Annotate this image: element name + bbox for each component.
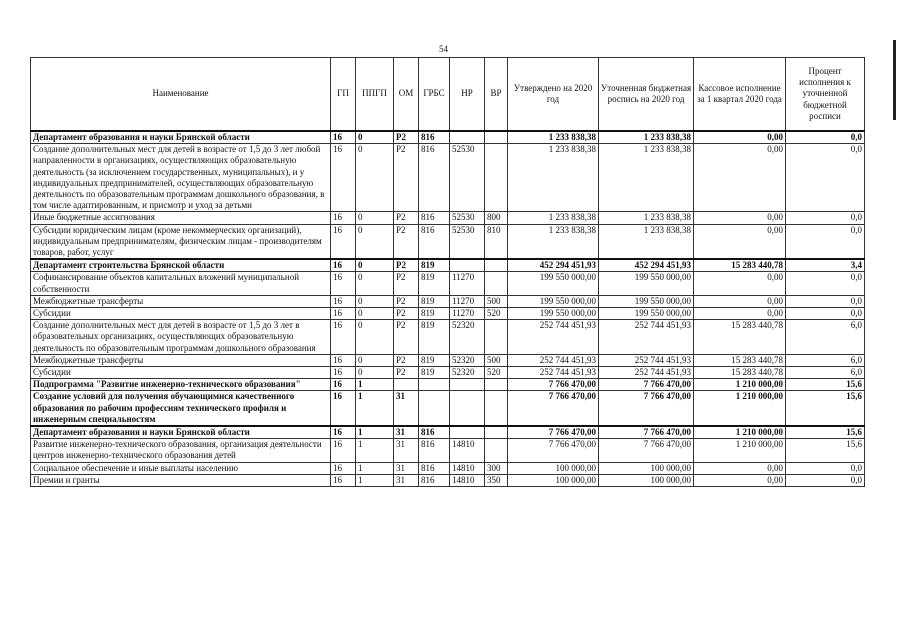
cell-gp: 16	[331, 426, 356, 439]
cell-name: Межбюджетные трансферты	[31, 354, 331, 366]
cell-approved: 199 550 000,00	[508, 272, 599, 295]
cell-np	[450, 426, 485, 439]
cell-np: 52320	[450, 354, 485, 366]
cell-refined: 252 744 451,93	[599, 320, 694, 355]
cell-grbs: 819	[419, 320, 450, 355]
cell-refined: 252 744 451,93	[599, 367, 694, 379]
cell-grbs: 816	[419, 474, 450, 486]
cell-approved: 252 744 451,93	[508, 354, 599, 366]
cell-gp: 16	[331, 391, 356, 426]
table-row	[31, 212, 865, 224]
cell-approved: 252 744 451,93	[508, 320, 599, 355]
cell-ppgp: 0	[356, 308, 394, 320]
cell-cash: 15 283 440,78	[694, 367, 786, 379]
cell-gp: 16	[331, 272, 356, 295]
cell-grbs: 819	[419, 308, 450, 320]
cell-approved: 7 766 470,00	[508, 391, 599, 426]
col-header-refined: Уточненная бюджетная роспись на 2020 год	[599, 58, 694, 132]
cell-vr: 810	[485, 224, 508, 259]
cell-percent: 3,4	[786, 259, 865, 272]
col-header-vr: ВР	[485, 58, 508, 132]
cell-gp: 16	[331, 439, 356, 462]
col-header-gp: ГП	[331, 58, 356, 132]
cell-cash: 0,00	[694, 131, 786, 144]
table-header-row	[31, 58, 865, 132]
cell-gp: 16	[331, 224, 356, 259]
table-row	[31, 259, 865, 272]
cell-grbs: 816	[419, 426, 450, 439]
table-row	[31, 131, 865, 144]
cell-ppgp: 1	[356, 391, 394, 426]
cell-cash: 0,00	[694, 212, 786, 224]
cell-grbs: 819	[419, 295, 450, 307]
cell-approved: 7 766 470,00	[508, 379, 599, 391]
cell-cash: 1 210 000,00	[694, 391, 786, 426]
cell-grbs: 816	[419, 144, 450, 212]
cell-refined: 199 550 000,00	[599, 308, 694, 320]
cell-percent: 0,0	[786, 308, 865, 320]
cell-name: Премии и гранты	[31, 474, 331, 486]
cell-refined: 100 000,00	[599, 474, 694, 486]
col-header-name: Наименование	[31, 58, 331, 132]
cell-approved: 199 550 000,00	[508, 295, 599, 307]
table-row	[31, 308, 865, 320]
cell-name: Софинансирование объектов капитальных вложений муниципальной собственности	[31, 272, 331, 295]
cell-name: Субсидии	[31, 367, 331, 379]
cell-refined: 1 233 838,38	[599, 212, 694, 224]
cell-ppgp: 0	[356, 212, 394, 224]
cell-gp: 16	[331, 308, 356, 320]
cell-refined: 252 744 451,93	[599, 354, 694, 366]
cell-np	[450, 391, 485, 426]
cell-np: 11270	[450, 308, 485, 320]
cell-cash: 0,00	[694, 224, 786, 259]
cell-grbs: 819	[419, 259, 450, 272]
cell-refined: 199 550 000,00	[599, 272, 694, 295]
cell-approved: 7 766 470,00	[508, 426, 599, 439]
cell-cash: 1 210 000,00	[694, 439, 786, 462]
table-row	[31, 367, 865, 379]
table-row	[31, 320, 865, 355]
cell-name: Создание условий для получения обучающимися качественного образования по рабочим профессиям технического профиля и инженерным специальностям	[31, 391, 331, 426]
cell-np	[450, 131, 485, 144]
cell-gp: 16	[331, 462, 356, 474]
cell-grbs: 816	[419, 439, 450, 462]
cell-np: 14810	[450, 462, 485, 474]
cell-refined: 1 233 838,38	[599, 144, 694, 212]
cell-vr	[485, 272, 508, 295]
cell-vr	[485, 391, 508, 426]
cell-name: Субсидии	[31, 308, 331, 320]
cell-ppgp: 0	[356, 259, 394, 272]
cell-refined: 7 766 470,00	[599, 426, 694, 439]
col-header-approved: Утверждено на 2020 год	[508, 58, 599, 132]
cell-np: 14810	[450, 474, 485, 486]
cell-ppgp: 1	[356, 439, 394, 462]
cell-om: 31	[394, 426, 419, 439]
cell-refined: 7 766 470,00	[599, 439, 694, 462]
cell-np: 52320	[450, 367, 485, 379]
cell-percent: 6,0	[786, 320, 865, 355]
cell-refined: 100 000,00	[599, 462, 694, 474]
cell-approved: 100 000,00	[508, 462, 599, 474]
cell-vr: 300	[485, 462, 508, 474]
cell-om: Р2	[394, 308, 419, 320]
cell-refined: 1 233 838,38	[599, 224, 694, 259]
cell-om: Р2	[394, 212, 419, 224]
table-row	[31, 144, 865, 212]
margin-mark	[893, 40, 896, 120]
cell-np: 11270	[450, 272, 485, 295]
cell-np: 52530	[450, 212, 485, 224]
cell-cash: 0,00	[694, 462, 786, 474]
cell-np: 52530	[450, 144, 485, 212]
cell-ppgp: 0	[356, 354, 394, 366]
col-header-ppgp: ППГП	[356, 58, 394, 132]
cell-ppgp: 1	[356, 379, 394, 391]
cell-vr: 520	[485, 308, 508, 320]
col-header-cash: Кассовое исполнение за 1 квартал 2020 года	[694, 58, 786, 132]
cell-np: 11270	[450, 295, 485, 307]
cell-vr	[485, 320, 508, 355]
cell-vr	[485, 259, 508, 272]
cell-grbs: 816	[419, 131, 450, 144]
cell-percent: 6,0	[786, 367, 865, 379]
cell-cash: 0,00	[694, 272, 786, 295]
cell-gp: 16	[331, 379, 356, 391]
cell-percent: 0,0	[786, 462, 865, 474]
cell-grbs: 816	[419, 212, 450, 224]
cell-ppgp: 1	[356, 474, 394, 486]
cell-grbs: 816	[419, 224, 450, 259]
cell-percent: 15,6	[786, 426, 865, 439]
cell-grbs	[419, 391, 450, 426]
cell-ppgp: 0	[356, 144, 394, 212]
cell-vr	[485, 439, 508, 462]
cell-om: Р2	[394, 354, 419, 366]
cell-name: Департамент образования и науки Брянской области	[31, 426, 331, 439]
cell-cash: 0,00	[694, 474, 786, 486]
budget-execution-table	[30, 57, 865, 487]
cell-vr: 520	[485, 367, 508, 379]
cell-ppgp: 0	[356, 272, 394, 295]
cell-vr	[485, 131, 508, 144]
cell-cash: 15 283 440,78	[694, 259, 786, 272]
cell-gp: 16	[331, 474, 356, 486]
cell-gp: 16	[331, 259, 356, 272]
cell-percent: 0,0	[786, 272, 865, 295]
cell-gp: 16	[331, 212, 356, 224]
cell-approved: 1 233 838,38	[508, 212, 599, 224]
table-row	[31, 354, 865, 366]
table-row	[31, 224, 865, 259]
cell-cash: 0,00	[694, 144, 786, 212]
cell-om: Р2	[394, 295, 419, 307]
cell-cash: 0,00	[694, 308, 786, 320]
cell-np: 52530	[450, 224, 485, 259]
cell-om: Р2	[394, 259, 419, 272]
cell-ppgp: 1	[356, 462, 394, 474]
cell-name: Создание дополнительных мест для детей в возрасте от 1,5 до 3 лет любой направленности в организациях, осуществляющих образовательную деятельность (за исключением государственных, муниципальных), и у индивидуальных предпринимателей, осуществляющих образовательную деятельность по образовательным программам дошкольного образования, в том числе адаптированным, и присмотр и уход за детьми	[31, 144, 331, 212]
table-row	[31, 272, 865, 295]
col-header-np: НР	[450, 58, 485, 132]
cell-name: Департамент строительства Брянской области	[31, 259, 331, 272]
cell-om: Р2	[394, 367, 419, 379]
cell-gp: 16	[331, 131, 356, 144]
cell-percent: 0,0	[786, 295, 865, 307]
cell-percent: 0,0	[786, 131, 865, 144]
cell-np: 14810	[450, 439, 485, 462]
cell-om: Р2	[394, 224, 419, 259]
cell-name: Межбюджетные трансферты	[31, 295, 331, 307]
table-row	[31, 462, 865, 474]
cell-refined: 199 550 000,00	[599, 295, 694, 307]
cell-gp: 16	[331, 144, 356, 212]
col-header-om: ОМ	[394, 58, 419, 132]
page-number: 54	[439, 44, 448, 54]
table-row	[31, 439, 865, 462]
cell-grbs: 816	[419, 462, 450, 474]
cell-percent: 0,0	[786, 144, 865, 212]
cell-approved: 100 000,00	[508, 474, 599, 486]
cell-ppgp: 0	[356, 295, 394, 307]
cell-percent: 0,0	[786, 212, 865, 224]
cell-ppgp: 0	[356, 367, 394, 379]
cell-om: 31	[394, 439, 419, 462]
table-row	[31, 295, 865, 307]
cell-gp: 16	[331, 367, 356, 379]
cell-approved: 1 233 838,38	[508, 144, 599, 212]
table-row	[31, 426, 865, 439]
cell-om: Р2	[394, 320, 419, 355]
cell-name: Социальное обеспечение и иные выплаты населению	[31, 462, 331, 474]
cell-vr: 800	[485, 212, 508, 224]
cell-name: Развитие инженерно-технического образования, организация деятельности центров инженерно-технического образования детей	[31, 439, 331, 462]
cell-approved: 452 294 451,93	[508, 259, 599, 272]
table-row	[31, 379, 865, 391]
cell-ppgp: 1	[356, 426, 394, 439]
table-row	[31, 391, 865, 426]
cell-approved: 199 550 000,00	[508, 308, 599, 320]
cell-approved: 7 766 470,00	[508, 439, 599, 462]
cell-vr: 350	[485, 474, 508, 486]
cell-name: Субсидии юридическим лицам (кроме некоммерческих организаций), индивидуальным предпринимателям, физическим лицам - производителям товаров, работ, услуг	[31, 224, 331, 259]
cell-percent: 0,0	[786, 474, 865, 486]
cell-percent: 15,6	[786, 439, 865, 462]
cell-refined: 7 766 470,00	[599, 379, 694, 391]
col-header-percent: Процент исполнения к уточненной бюджетной росписи	[786, 58, 865, 132]
cell-approved: 252 744 451,93	[508, 367, 599, 379]
cell-om	[394, 379, 419, 391]
cell-name: Департамент образования и науки Брянской области	[31, 131, 331, 144]
cell-percent: 15,6	[786, 379, 865, 391]
cell-om: Р2	[394, 272, 419, 295]
cell-refined: 452 294 451,93	[599, 259, 694, 272]
cell-name: Подпрограмма "Развитие инженерно-технического образования"	[31, 379, 331, 391]
cell-np: 52320	[450, 320, 485, 355]
cell-cash: 1 210 000,00	[694, 426, 786, 439]
cell-grbs: 819	[419, 272, 450, 295]
cell-vr	[485, 379, 508, 391]
cell-vr: 500	[485, 295, 508, 307]
cell-percent: 6,0	[786, 354, 865, 366]
cell-ppgp: 0	[356, 320, 394, 355]
cell-approved: 1 233 838,38	[508, 224, 599, 259]
cell-percent: 0,0	[786, 224, 865, 259]
cell-refined: 7 766 470,00	[599, 391, 694, 426]
cell-approved: 1 233 838,38	[508, 131, 599, 144]
cell-vr	[485, 426, 508, 439]
col-header-grbs: ГРБС	[419, 58, 450, 132]
cell-cash: 15 283 440,78	[694, 354, 786, 366]
cell-vr	[485, 144, 508, 212]
cell-np	[450, 259, 485, 272]
cell-cash: 1 210 000,00	[694, 379, 786, 391]
cell-grbs	[419, 379, 450, 391]
table-row	[31, 474, 865, 486]
cell-om: Р2	[394, 144, 419, 212]
cell-gp: 16	[331, 295, 356, 307]
cell-om: 31	[394, 462, 419, 474]
cell-name: Иные бюджетные ассигнования	[31, 212, 331, 224]
cell-name: Создание дополнительных мест для детей в возрасте от 1,5 до 3 лет в образовательных организациях, осуществляющих образовательную деятельность по образовательным программам дошкольного образования	[31, 320, 331, 355]
cell-grbs: 819	[419, 367, 450, 379]
cell-ppgp: 0	[356, 224, 394, 259]
cell-grbs: 819	[419, 354, 450, 366]
cell-om: 31	[394, 474, 419, 486]
cell-refined: 1 233 838,38	[599, 131, 694, 144]
cell-percent: 15,6	[786, 391, 865, 426]
cell-om: 31	[394, 391, 419, 426]
cell-om: Р2	[394, 131, 419, 144]
cell-cash: 0,00	[694, 295, 786, 307]
cell-gp: 16	[331, 354, 356, 366]
cell-vr: 500	[485, 354, 508, 366]
cell-gp: 16	[331, 320, 356, 355]
cell-cash: 15 283 440,78	[694, 320, 786, 355]
cell-np	[450, 379, 485, 391]
cell-ppgp: 0	[356, 131, 394, 144]
